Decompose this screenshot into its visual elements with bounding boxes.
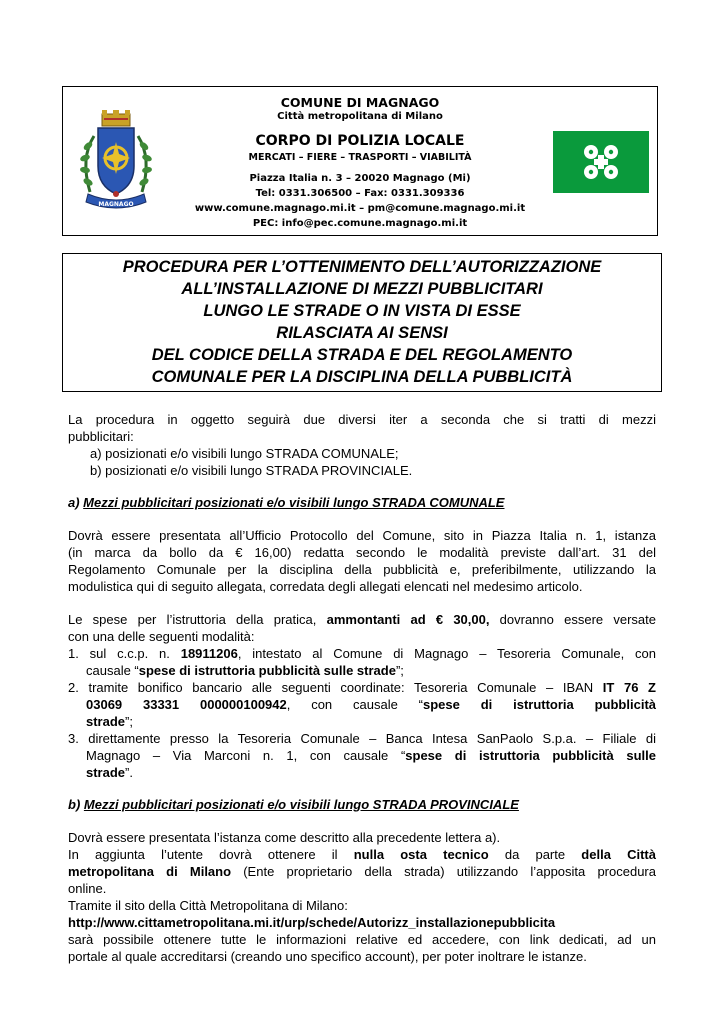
- payment-option-1: 1. sul c.c.p. n. 18911206, intestato al Comune di Magnago – Tesoreria Comunale, con: [68, 646, 656, 661]
- title-line: COMUNALE PER LA DISCIPLINA DELLA PUBBLICITÀ: [151, 368, 573, 386]
- commune-name: COMUNE DI MAGNAGO: [280, 95, 440, 110]
- departments: MERCATI – FIERE – TRASPORTI – VIABILITÀ: [248, 152, 472, 163]
- payment-option-1-cont: causale “spese di istruttoria pubblicità sulle strade”;: [86, 663, 404, 678]
- paragraph-line: (in marca da bollo da € 16,00) redatta secondo le modalità previste dall’art. 31 del: [68, 545, 656, 560]
- list-item: b) posizionati e/o visibili lungo STRADA PROVINCIALE.: [90, 463, 413, 478]
- title-line: ALL’INSTALLAZIONE DI MEZZI PUBBLICITARI: [181, 280, 543, 298]
- city-name: Città metropolitana di Milano: [277, 111, 443, 122]
- title-line: DEL CODICE DELLA STRADA E DEL REGOLAMENTO: [151, 346, 573, 364]
- magnago-coat-of-arms-icon: [76, 108, 156, 218]
- payment-option-2: 2. tramite bonifico bancario alle seguenti coordinate: Tesoreria Comunale – IBAN IT 76 Z: [68, 680, 656, 695]
- paragraph-line: metropolitana di Milano (Ente proprietario della strada) utilizzando l’apposita procedura: [68, 864, 656, 879]
- paragraph-line: Tramite il sito della Città Metropolitana di Milano:: [68, 898, 348, 913]
- paragraph-line: Regolamento Comunale per la disciplina della pubblicità e, preferibilmente, utilizzando la: [68, 562, 656, 577]
- paragraph-line: In aggiunta l’utente dovrà ottenere il nulla osta tecnico da parte della Città: [68, 847, 656, 862]
- payment-option-2-cont: strade”;: [86, 714, 133, 729]
- section-a-heading: a) Mezzi pubblicitari posizionati e/o visibili lungo STRADA COMUNALE: [68, 495, 505, 510]
- paragraph-line: portale al quale accreditarsi (creando uno specifico account), per poter inoltrare le istanze.: [68, 949, 587, 964]
- payment-option-3: 3. direttamente presso la Tesoreria Comunale – Banca Intesa SanPaolo S.p.a. – Filiale di: [68, 731, 656, 746]
- address: Piazza Italia n. 3 – 20020 Magnago (Mi): [249, 173, 471, 184]
- pec-email: PEC: info@pec.comune.magnago.mi.it: [252, 218, 468, 229]
- payment-option-3-cont: Magnago – Via Marconi n. 1, con causale “spese di istruttoria pubblicità sulle: [86, 748, 657, 763]
- payment-option-3-cont: strade”.: [86, 765, 133, 780]
- intro-line: La procedura in oggetto seguirà due diversi iter a seconda che si tratti di mezzi: [68, 412, 656, 427]
- paragraph-line: sarà possibile ottenere tutte le informazioni relative ed accedere, con link dedicati, ad un: [68, 932, 656, 947]
- corps-name: CORPO DI POLIZIA LOCALE: [255, 133, 465, 149]
- paragraph-line: Dovrà essere presentata l’istanza come descritto alla precedente lettera a).: [68, 830, 501, 845]
- list-item: a) posizionati e/o visibili lungo STRADA COMUNALE;: [90, 446, 399, 461]
- title-line: LUNGO LE STRADE O IN VISTA DI ESSE: [203, 302, 521, 320]
- intro-line: pubblicitari:: [68, 429, 134, 444]
- lombardy-flag-icon: [553, 131, 649, 193]
- title-line: PROCEDURA PER L’OTTENIMENTO DELL’AUTORIZZAZIONE: [122, 258, 602, 276]
- paragraph-line: modulistica qui di seguito allegata, corredata degli allegati elencati nel medesimo articolo.: [68, 579, 583, 594]
- phone-fax: Tel: 0331.306500 – Fax: 0331.309336: [255, 188, 465, 199]
- title-line: RILASCIATA AI SENSI: [276, 324, 448, 342]
- section-b-heading: b) Mezzi pubblicitari posizionati e/o visibili lungo STRADA PROVINCIALE: [68, 797, 519, 812]
- paragraph-line: online.: [68, 881, 107, 896]
- paragraph-line: Dovrà essere presentata all’Ufficio Protocollo del Comune, sito in Piazza Italia n. 1, istanza: [68, 528, 656, 543]
- fees-line: Le spese per l’istruttoria della pratica, ammontanti ad € 30,00, dovranno essere versate: [68, 612, 656, 627]
- metro-city-link[interactable]: http://www.cittametropolitana.mi.it/urp/schede/Autorizz_installazionepubblicita: [68, 915, 556, 930]
- document-title-box: [62, 253, 662, 392]
- fees-line: con una delle seguenti modalità:: [68, 629, 255, 644]
- website-email: www.comune.magnago.mi.it – pm@comune.magnago.mi.it: [194, 203, 526, 214]
- crest-label: MAGNAGO: [98, 201, 134, 208]
- payment-option-2-cont: 03069 33331 000000100942, con causale “spese di istruttoria pubblicità: [86, 697, 656, 712]
